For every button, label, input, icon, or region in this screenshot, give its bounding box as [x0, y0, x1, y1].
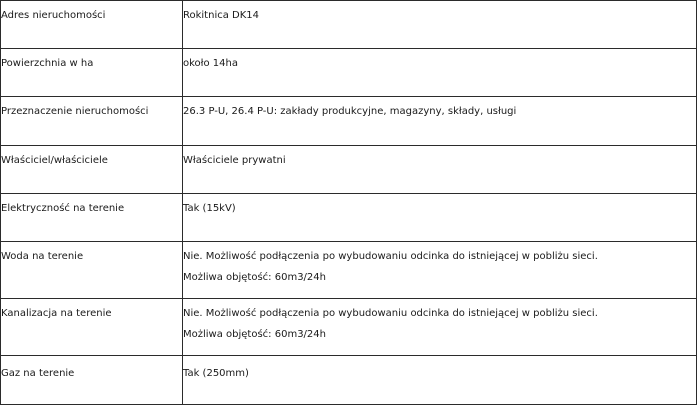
row-label: Właściciel/właściciele: [1, 155, 108, 166]
label-cell: [1, 1, 183, 49]
row-value: 26.3 P-U, 26.4 P-U: zakłady produkcyjne, magazyny, składy, usługi: [183, 106, 517, 117]
row-value: Tak (250mm): [183, 368, 249, 379]
label-cell: [1, 49, 183, 97]
row-value: Rokitnica DK14: [183, 10, 260, 21]
value-cell: [183, 1, 697, 49]
value-cell: [183, 49, 697, 97]
row-label: Adres nieruchomości: [1, 10, 106, 21]
row-value: Nie. Możliwość podłączenia po wybudowaniu odcinka do istniejącej w pobliżu sieci.: [183, 308, 598, 319]
label-cell: [1, 97, 183, 146]
label-cell: [1, 299, 183, 356]
row-value: około 14ha: [183, 58, 238, 69]
row-sewage: [1, 299, 697, 356]
value-cell: [183, 146, 697, 194]
row-electricity: [1, 194, 697, 242]
row-value: Tak (15kV): [183, 203, 236, 214]
row-label: Woda na terenie: [1, 251, 84, 262]
row-label: Gaz na terenie: [1, 368, 75, 379]
value-cell: [183, 356, 697, 405]
row-label: Przeznaczenie nieruchomości: [1, 106, 149, 117]
label-cell: [1, 356, 183, 405]
row-area: [1, 49, 697, 97]
value-cell: [183, 194, 697, 242]
row-value: Właściciele prywatni: [183, 155, 286, 166]
label-cell: [1, 146, 183, 194]
label-cell: [1, 194, 183, 242]
value-cell: [183, 242, 697, 299]
row-label: Powierzchnia w ha: [1, 58, 94, 69]
row-owner: [1, 146, 697, 194]
row-gas: [1, 356, 697, 405]
row-water: [1, 242, 697, 299]
label-cell: [1, 242, 183, 299]
row-label: Elektryczność na terenie: [1, 203, 125, 214]
row-purpose: [1, 97, 697, 146]
row-value-note: Możliwa objętość: 60m3/24h: [183, 272, 326, 283]
row-address: [1, 1, 697, 49]
value-cell: [183, 97, 697, 146]
value-cell: [183, 299, 697, 356]
row-value-note: Możliwa objętość: 60m3/24h: [183, 329, 326, 340]
row-label: Kanalizacja na terenie: [1, 308, 112, 319]
row-value: Nie. Możliwość podłączenia po wybudowaniu odcinka do istniejącej w pobliżu sieci.: [183, 251, 598, 262]
